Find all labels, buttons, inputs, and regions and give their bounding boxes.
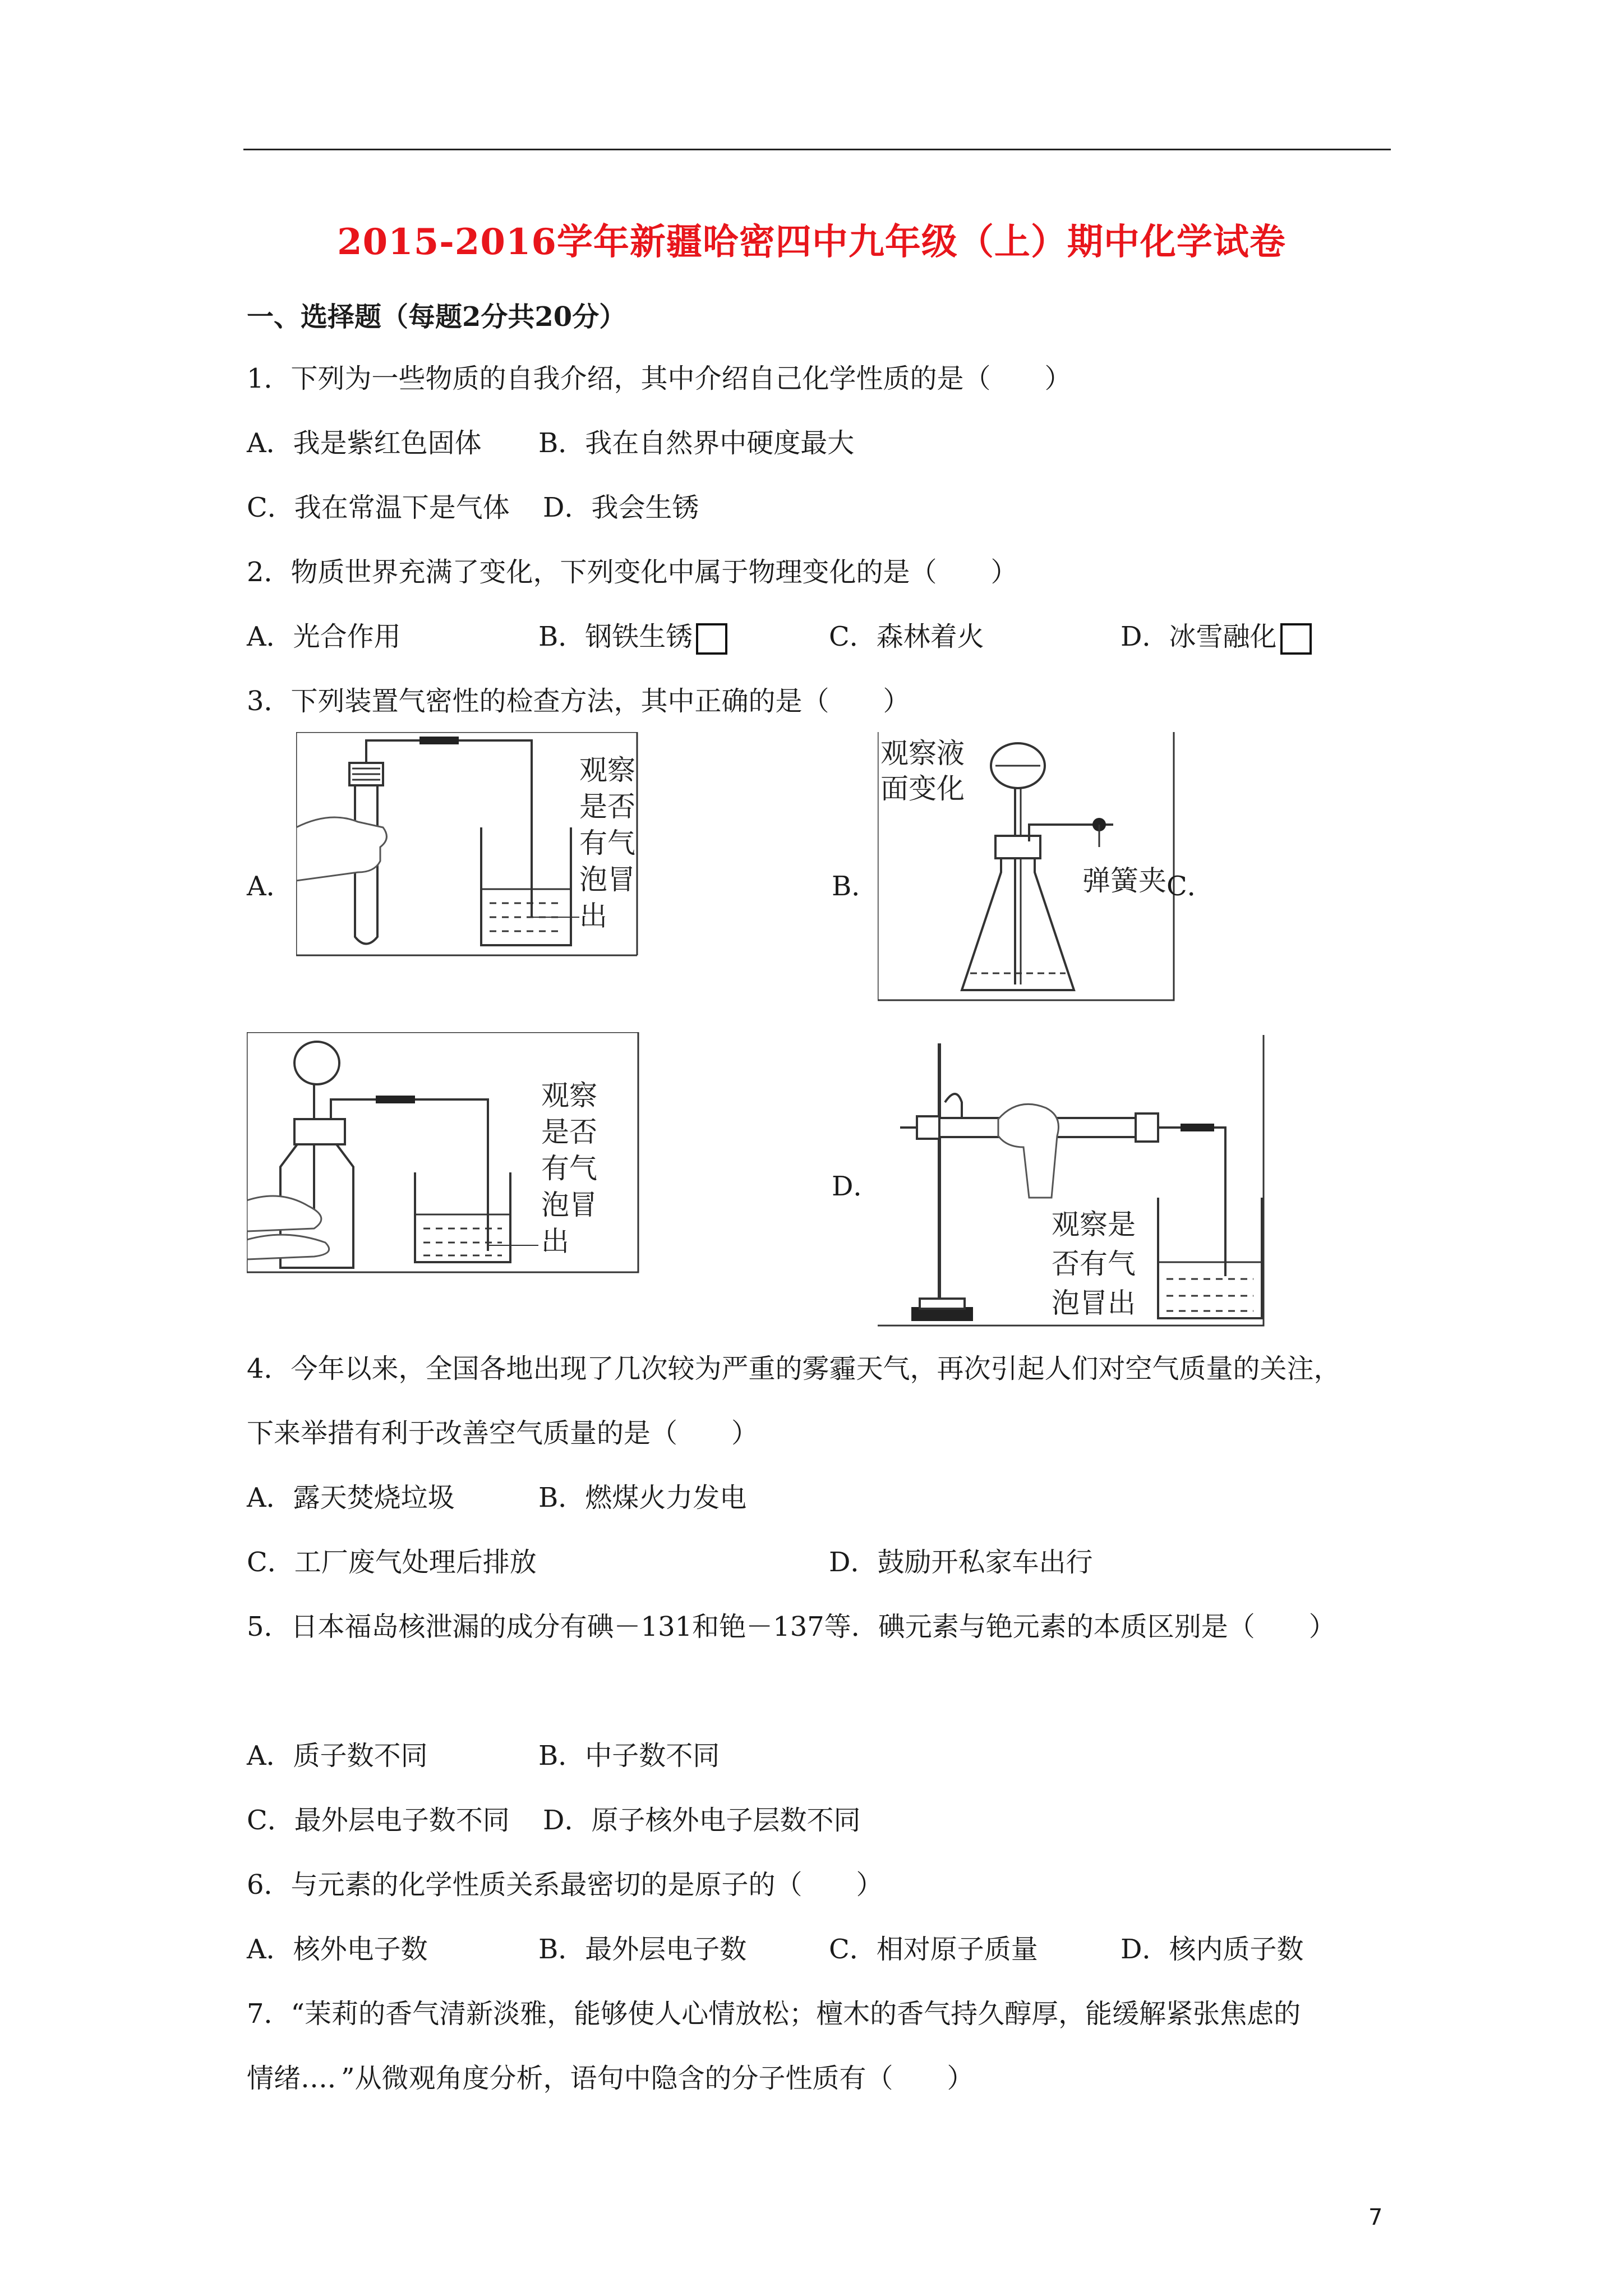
section-heading: 一、选择题（每题2分共20分） xyxy=(247,301,626,333)
fig-b-label-1: 观察液 xyxy=(880,737,965,770)
q6-option-a[interactable]: A．核外电子数 xyxy=(247,1934,428,1965)
q5-option-c[interactable]: C．最外层电子数不同 xyxy=(247,1805,510,1836)
q3-option-d[interactable]: D． xyxy=(832,1171,880,1202)
fig-d-label-2: 否有气 xyxy=(1052,1248,1136,1280)
header-rule xyxy=(243,149,1391,150)
q1-option-c[interactable]: C．我在常温下是气体 xyxy=(247,492,510,523)
q2-option-a[interactable]: A．光合作用 xyxy=(247,621,401,652)
blank-box xyxy=(1280,623,1312,655)
fig-b-label-2: 面变化 xyxy=(880,772,965,805)
fig-c-label-3: 有气 xyxy=(541,1152,597,1185)
q2-option-b[interactable] xyxy=(538,620,727,655)
q2-option-b-label: B．钢铁生锈 xyxy=(538,621,693,652)
q4-option-d[interactable]: D．鼓励开私家车出行 xyxy=(829,1547,1093,1578)
q7-stem-line2: 情绪…．”从微观角度分析，语句中隐含的分子性质有（ ） xyxy=(247,2063,974,2094)
apparatus-b-figure xyxy=(878,732,1175,1001)
q3-stem: 3．下列装置气密性的检查方法，其中正确的是（ ） xyxy=(247,685,910,717)
q3-option-b[interactable]: B． xyxy=(832,871,879,902)
q2-option-d[interactable] xyxy=(1121,620,1312,655)
fig-a-label-4: 泡冒 xyxy=(579,863,635,896)
blank-box xyxy=(696,623,727,655)
q4-stem-line2: 下来举措有利于改善空气质量的是（ ） xyxy=(247,1418,759,1449)
fig-c-label-1: 观察 xyxy=(541,1079,597,1112)
q4-option-a[interactable]: A．露天焚烧垃圾 xyxy=(247,1482,455,1513)
q6-stem: 6．与元素的化学性质关系最密切的是原子的（ ） xyxy=(247,1869,883,1901)
q6-option-b[interactable]: B．最外层电子数 xyxy=(538,1934,747,1965)
q1-option-a[interactable]: A．我是紫红色固体 xyxy=(247,427,482,459)
q2-stem: 2．物质世界充满了变化，下列变化中属于物理变化的是（ ） xyxy=(247,556,1018,588)
fig-c-label-4: 泡冒 xyxy=(541,1189,597,1221)
fig-a-label-2: 是否 xyxy=(579,790,635,823)
q4-stem-line1: 4．今年以来，全国各地出现了几次较为严重的雾霾天气，再次引起人们对空气质量的关注， xyxy=(247,1353,1341,1384)
fig-d-label-1: 观察是 xyxy=(1052,1208,1136,1241)
q1-option-b[interactable]: B．我在自然界中硬度最大 xyxy=(538,427,855,459)
q5-option-b[interactable]: B．中子数不同 xyxy=(538,1740,720,1772)
q4-option-b[interactable]: B．燃煤火力发电 xyxy=(538,1482,747,1513)
apparatus-c-figure xyxy=(247,1032,639,1273)
fig-d-label-3: 泡冒出 xyxy=(1052,1287,1136,1319)
fig-c-label-5: 出 xyxy=(541,1225,569,1258)
page-number: 7 xyxy=(1368,2205,1383,2230)
q2-option-d-label: D．冰雪融化 xyxy=(1121,621,1277,652)
exam-title: 2015-2016学年新疆哈密四中九年级（上）期中化学试卷 xyxy=(337,221,1286,263)
fig-c-label-2: 是否 xyxy=(541,1116,597,1148)
fig-b-label-clamp: 弹簧夹 xyxy=(1082,864,1166,897)
q3-option-c[interactable]: C． xyxy=(1166,871,1214,902)
q2-option-c[interactable]: C．森林着火 xyxy=(829,621,984,652)
q5-option-a[interactable]: A．质子数不同 xyxy=(247,1740,428,1772)
q3-option-a[interactable]: A． xyxy=(247,871,293,902)
apparatus-d-figure xyxy=(878,1035,1265,1327)
q7-stem-line1: 7．“茉莉的香气清新淡雅，能够使人心情放松；檀木的香气持久醇厚，能缓解紧张焦虑的 xyxy=(247,1998,1301,2030)
fig-a-label-3: 有气 xyxy=(579,827,635,859)
fig-a-label-5: 出 xyxy=(579,900,607,932)
q6-option-c[interactable]: C．相对原子质量 xyxy=(829,1934,1038,1965)
q5-stem: 5．日本福岛核泄漏的成分有碘－131和铯－137等．碘元素与铯元素的本质区别是（ ） xyxy=(247,1611,1336,1642)
q4-option-c[interactable]: C．工厂废气处理后排放 xyxy=(247,1547,537,1578)
fig-a-label-1: 观察 xyxy=(579,754,635,786)
q6-option-d[interactable]: D．核内质子数 xyxy=(1121,1934,1304,1965)
apparatus-a-figure xyxy=(296,732,638,956)
q1-stem: 1．下列为一些物质的自我介绍，其中介绍自己化学性质的是（ ） xyxy=(247,363,1072,394)
q5-option-d[interactable]: D．原子核外电子层数不同 xyxy=(543,1805,861,1836)
q1-option-d[interactable]: D．我会生锈 xyxy=(543,492,699,523)
